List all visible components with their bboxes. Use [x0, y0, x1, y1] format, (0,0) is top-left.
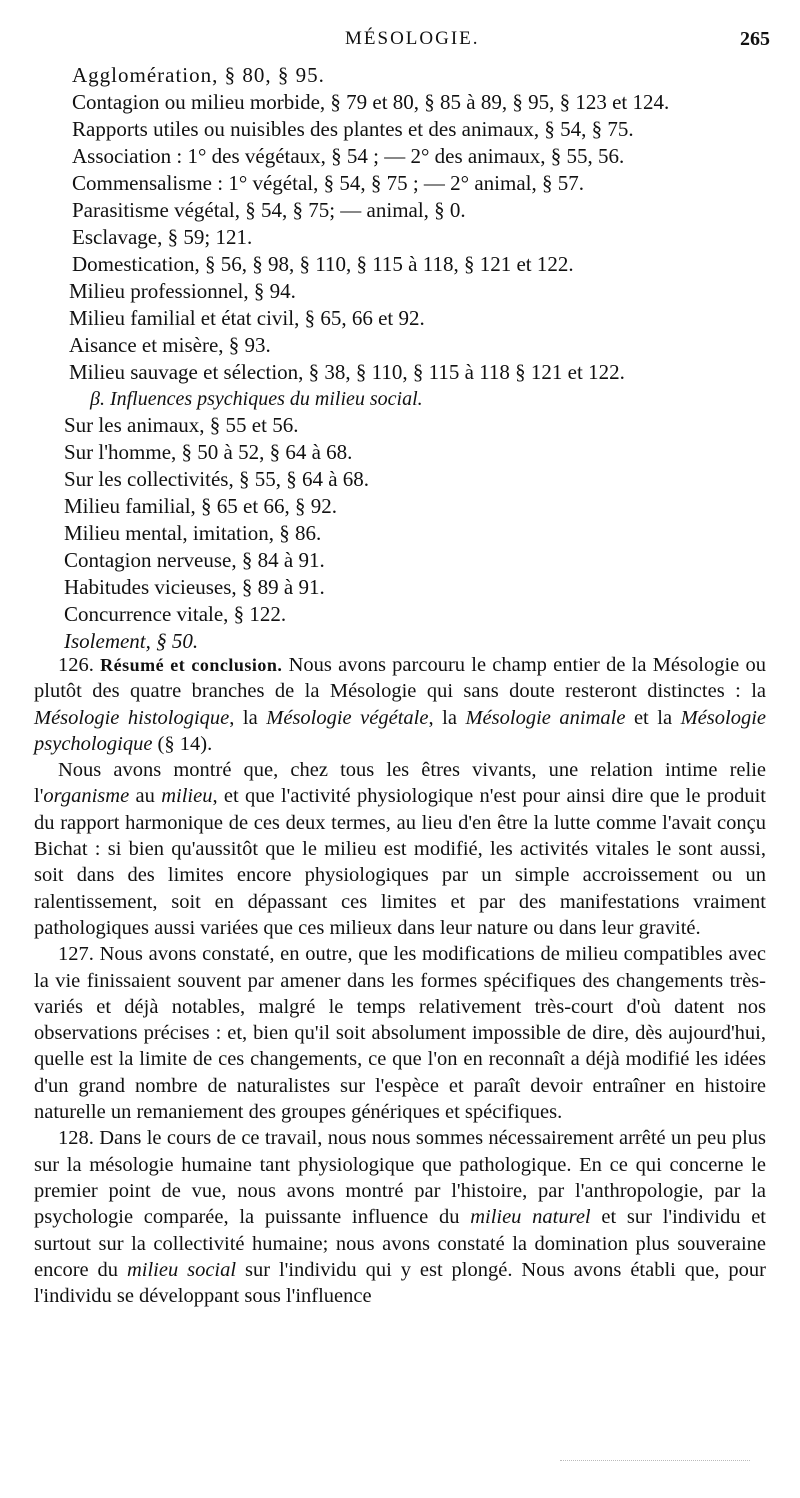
- index-line: Sur l'homme, § 50 à 52, § 64 à 68.: [64, 440, 353, 464]
- index-line: Esclavage, § 59; 121.: [72, 225, 253, 249]
- index-line: Contagion nerveuse, § 84 à 91.: [64, 548, 325, 572]
- page-number: 265: [740, 28, 770, 50]
- index-line: Milieu mental, imitation, § 86.: [64, 521, 322, 545]
- index-line: Concurrence vitale, § 122.: [64, 602, 287, 626]
- section-heading: Résumé et conclusion.: [100, 655, 283, 675]
- page-header: [0, 28, 800, 56]
- index-line: Isolement, § 50.: [64, 629, 199, 653]
- index-line: Association : 1° des végétaux, § 54 ; — 2° des animaux, § 55, 56.: [72, 144, 625, 168]
- index-line: Commensalisme : 1° végétal, § 54, § 75 ; — 2° animal, § 57.: [72, 171, 584, 195]
- paragraph-number: 126.: [58, 654, 94, 676]
- running-title: MÉSOLOGIE.: [345, 28, 480, 49]
- index-line: Contagion ou milieu morbide, § 79 et 80, § 85 à 89, § 95, § 123 et 124.: [72, 90, 670, 114]
- paragraph-126: 126. Résumé et conclusion. Nous avons parcouru le champ entier de la Mésologie ou plutôt des quatre branches de la Mésologie qui sans doute resteront distinctes : la Mésologie histologique, la Mésologie végétale, la Mésologie animale et la Mésologie psychologique (§ 14).: [34, 654, 767, 755]
- index-line: Sur les collectivités, § 55, § 64 à 68.: [64, 467, 370, 491]
- index-line: Domestication, § 56, § 98, § 110, § 115 à 118, § 121 et 122.: [72, 252, 574, 276]
- paragraph-128: 128. Dans le cours de ce travail, nous nous sommes nécessairement arrêté un peu plus sur la mésologie humaine tant physiologique que pathologique. En ce qui concerne le premier point de vue, nous avons montré par l'histoire, par l'anthropologie, par la psychologie comparée, la puissante influence du milieu naturel et sur l'individu et surtout sur la collectivité humaine; nous avons constaté la domination plus souveraine encore du milieu social sur l'individu qui y est plongé. Nous avons établi que, pour l'individu se développant sous l'influence: [34, 1127, 766, 1308]
- faint-footer-mark: [560, 1460, 750, 1461]
- body-text: [34, 652, 766, 1309]
- index-line: Agglomération, § 80, § 95.: [72, 63, 325, 87]
- index-line: Parasitisme végétal, § 54, § 75; — animal, § 0.: [72, 198, 466, 222]
- index-line: Sur les animaux, § 55 et 56.: [64, 413, 299, 437]
- index-line: Milieu familial, § 65 et 66, § 92.: [64, 494, 337, 518]
- index-line: Milieu professionnel, § 94.: [69, 279, 296, 303]
- index-subheading: β. Influences psychiques du milieu social.: [90, 388, 423, 410]
- index-line: Habitudes vicieuses, § 89 à 91.: [64, 575, 325, 599]
- paragraph-summary: Nous avons montré que, chez tous les êtres vivants, une relation intime relie l'organisme au milieu, et que l'activité physiologique n'est pour ainsi dire que le produit du rapport harmonique de ces deux termes, au lieu d'en être la lutte comme l'avait conçu Bichat : si bien qu'aussitôt que le milieu est modifié, les activités vitales le sont aussi, soit dans des limites encore physiologiques par un simple accroissement ou un ralentissement, soit en dépassant ces limites et par des manifestations vraiment pathologiques aussi variées que ces milieux dans leur nature ou dans leur gravité.: [34, 759, 766, 939]
- index-line: Milieu familial et état civil, § 65, 66 et 92.: [69, 306, 425, 330]
- index-line: Milieu sauvage et sélection, § 38, § 110, § 115 à 118 § 121 et 122.: [69, 360, 625, 384]
- paragraph-127: 127. Nous avons constaté, en outre, que les modifications de milieu compatibles avec la vie finissaient souvent par amener dans les formes spécifiques des changements très-variés et déjà notables, malgré le temps relativement très-court d'où datent nos observations précises : et, bien qu'il soit absolument impossible de dire, dès aujourd'hui, quelle est la limite de ces changements, ce que l'on en reconnaît a déjà modifié les idées d'un grand nombre de naturalistes sur l'espèce et paraît devoir entraîner en histoire naturelle un remaniement des groupes génériques et spécifiques.: [34, 943, 766, 1124]
- index-line: Rapports utiles ou nuisibles des plantes et des animaux, § 54, § 75.: [72, 117, 634, 141]
- index-line: Aisance et misère, § 93.: [69, 333, 271, 357]
